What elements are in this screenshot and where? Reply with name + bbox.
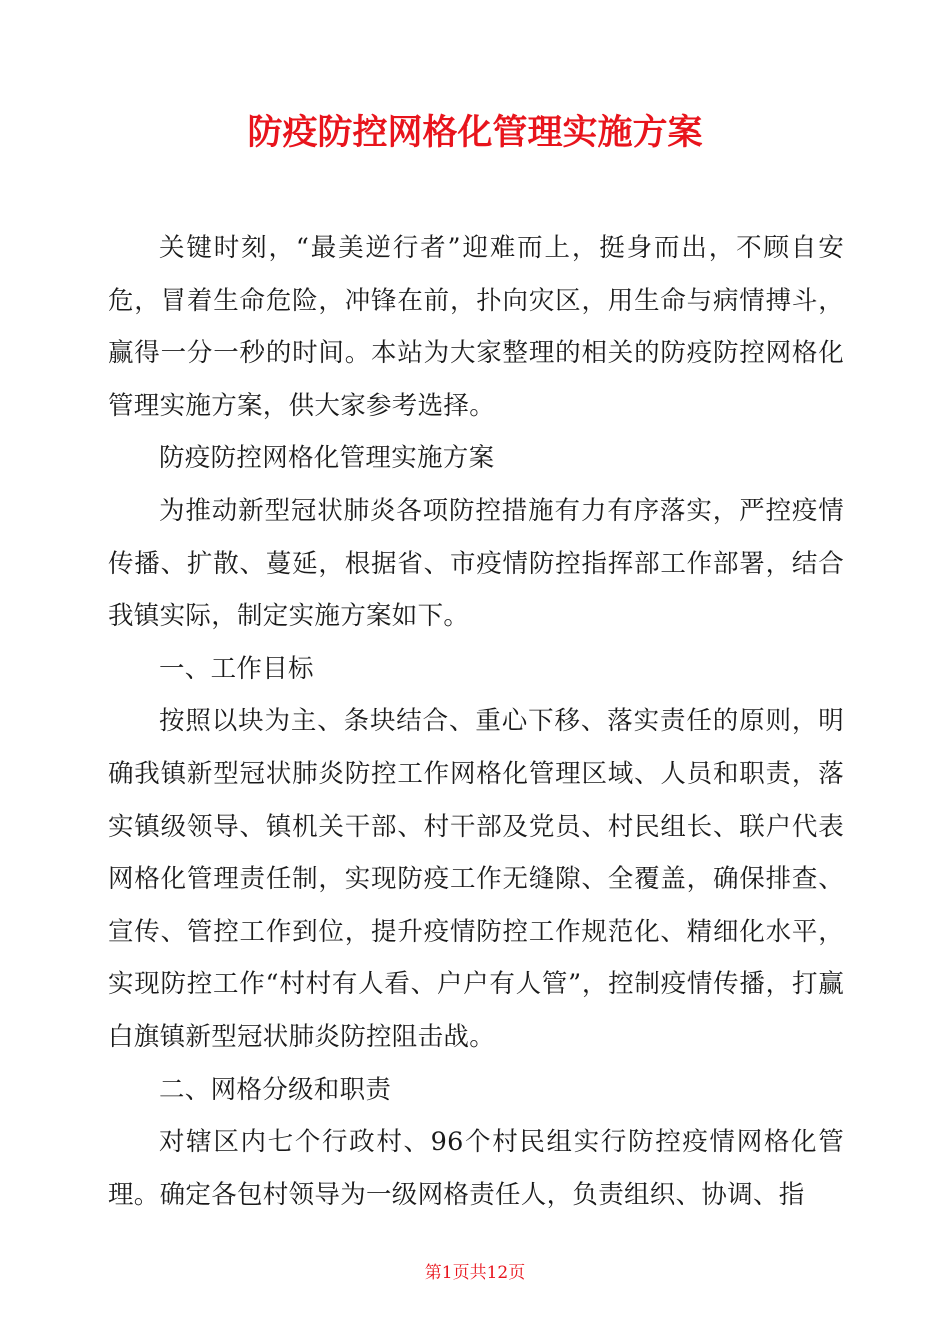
section-heading-grid-levels: 二、网格分级和职责 xyxy=(159,1074,392,1105)
page-number-footer: 第1页共12页 xyxy=(424,1263,526,1283)
document-body xyxy=(108,222,844,1221)
paragraph-purpose: 为推动新型冠状肺炎各项防控措施有力有序落实，严控疫情传播、扩散、蔓延，根据省、市疫情防控指挥部工作部署，结合我镇实际，制定实施方案如下。 xyxy=(108,495,844,632)
paragraph-subtitle: 防疫防控网格化管理实施方案 xyxy=(159,443,495,474)
paragraph-goals: 按照以块为主、条块结合、重心下移、落实责任的原则，明确我镇新型冠状肺炎防控工作网格化管理区域、人员和职责，落实镇级领导、镇机关干部、村干部及党员、村民组长、联户代表网格化管理责任制，实现防疫工作无缝隙、全覆盖，确保排查、宣传、管控工作到位，提升疫情防控工作规范化、精细化水平，实现防控工作“村村有人看、户户有人管”，控制疫情传播，打赢白旗镇新型冠状肺炎防控阻击战。 xyxy=(108,706,844,1052)
paragraph-grid-levels: 对辖区内七个行政村、96个村民组实行防控疫情网格化管理。确定各包村领导为一级网格责任人，负责组织、协调、指 xyxy=(108,1127,844,1210)
section-heading-goals: 一、工作目标 xyxy=(159,653,314,684)
paragraph-intro: 关键时刻，“最美逆行者”迎难而上，挺身而出，不顾自安危，冒着生命危险，冲锋在前，扑向灾区，用生命与病情搏斗，赢得一分一秒的时间。本站为大家整理的相关的防疫防控网格化管理实施方案，供大家参考选择。 xyxy=(108,233,844,421)
document-title: 防疫防控网格化管理实施方案 xyxy=(247,113,703,153)
